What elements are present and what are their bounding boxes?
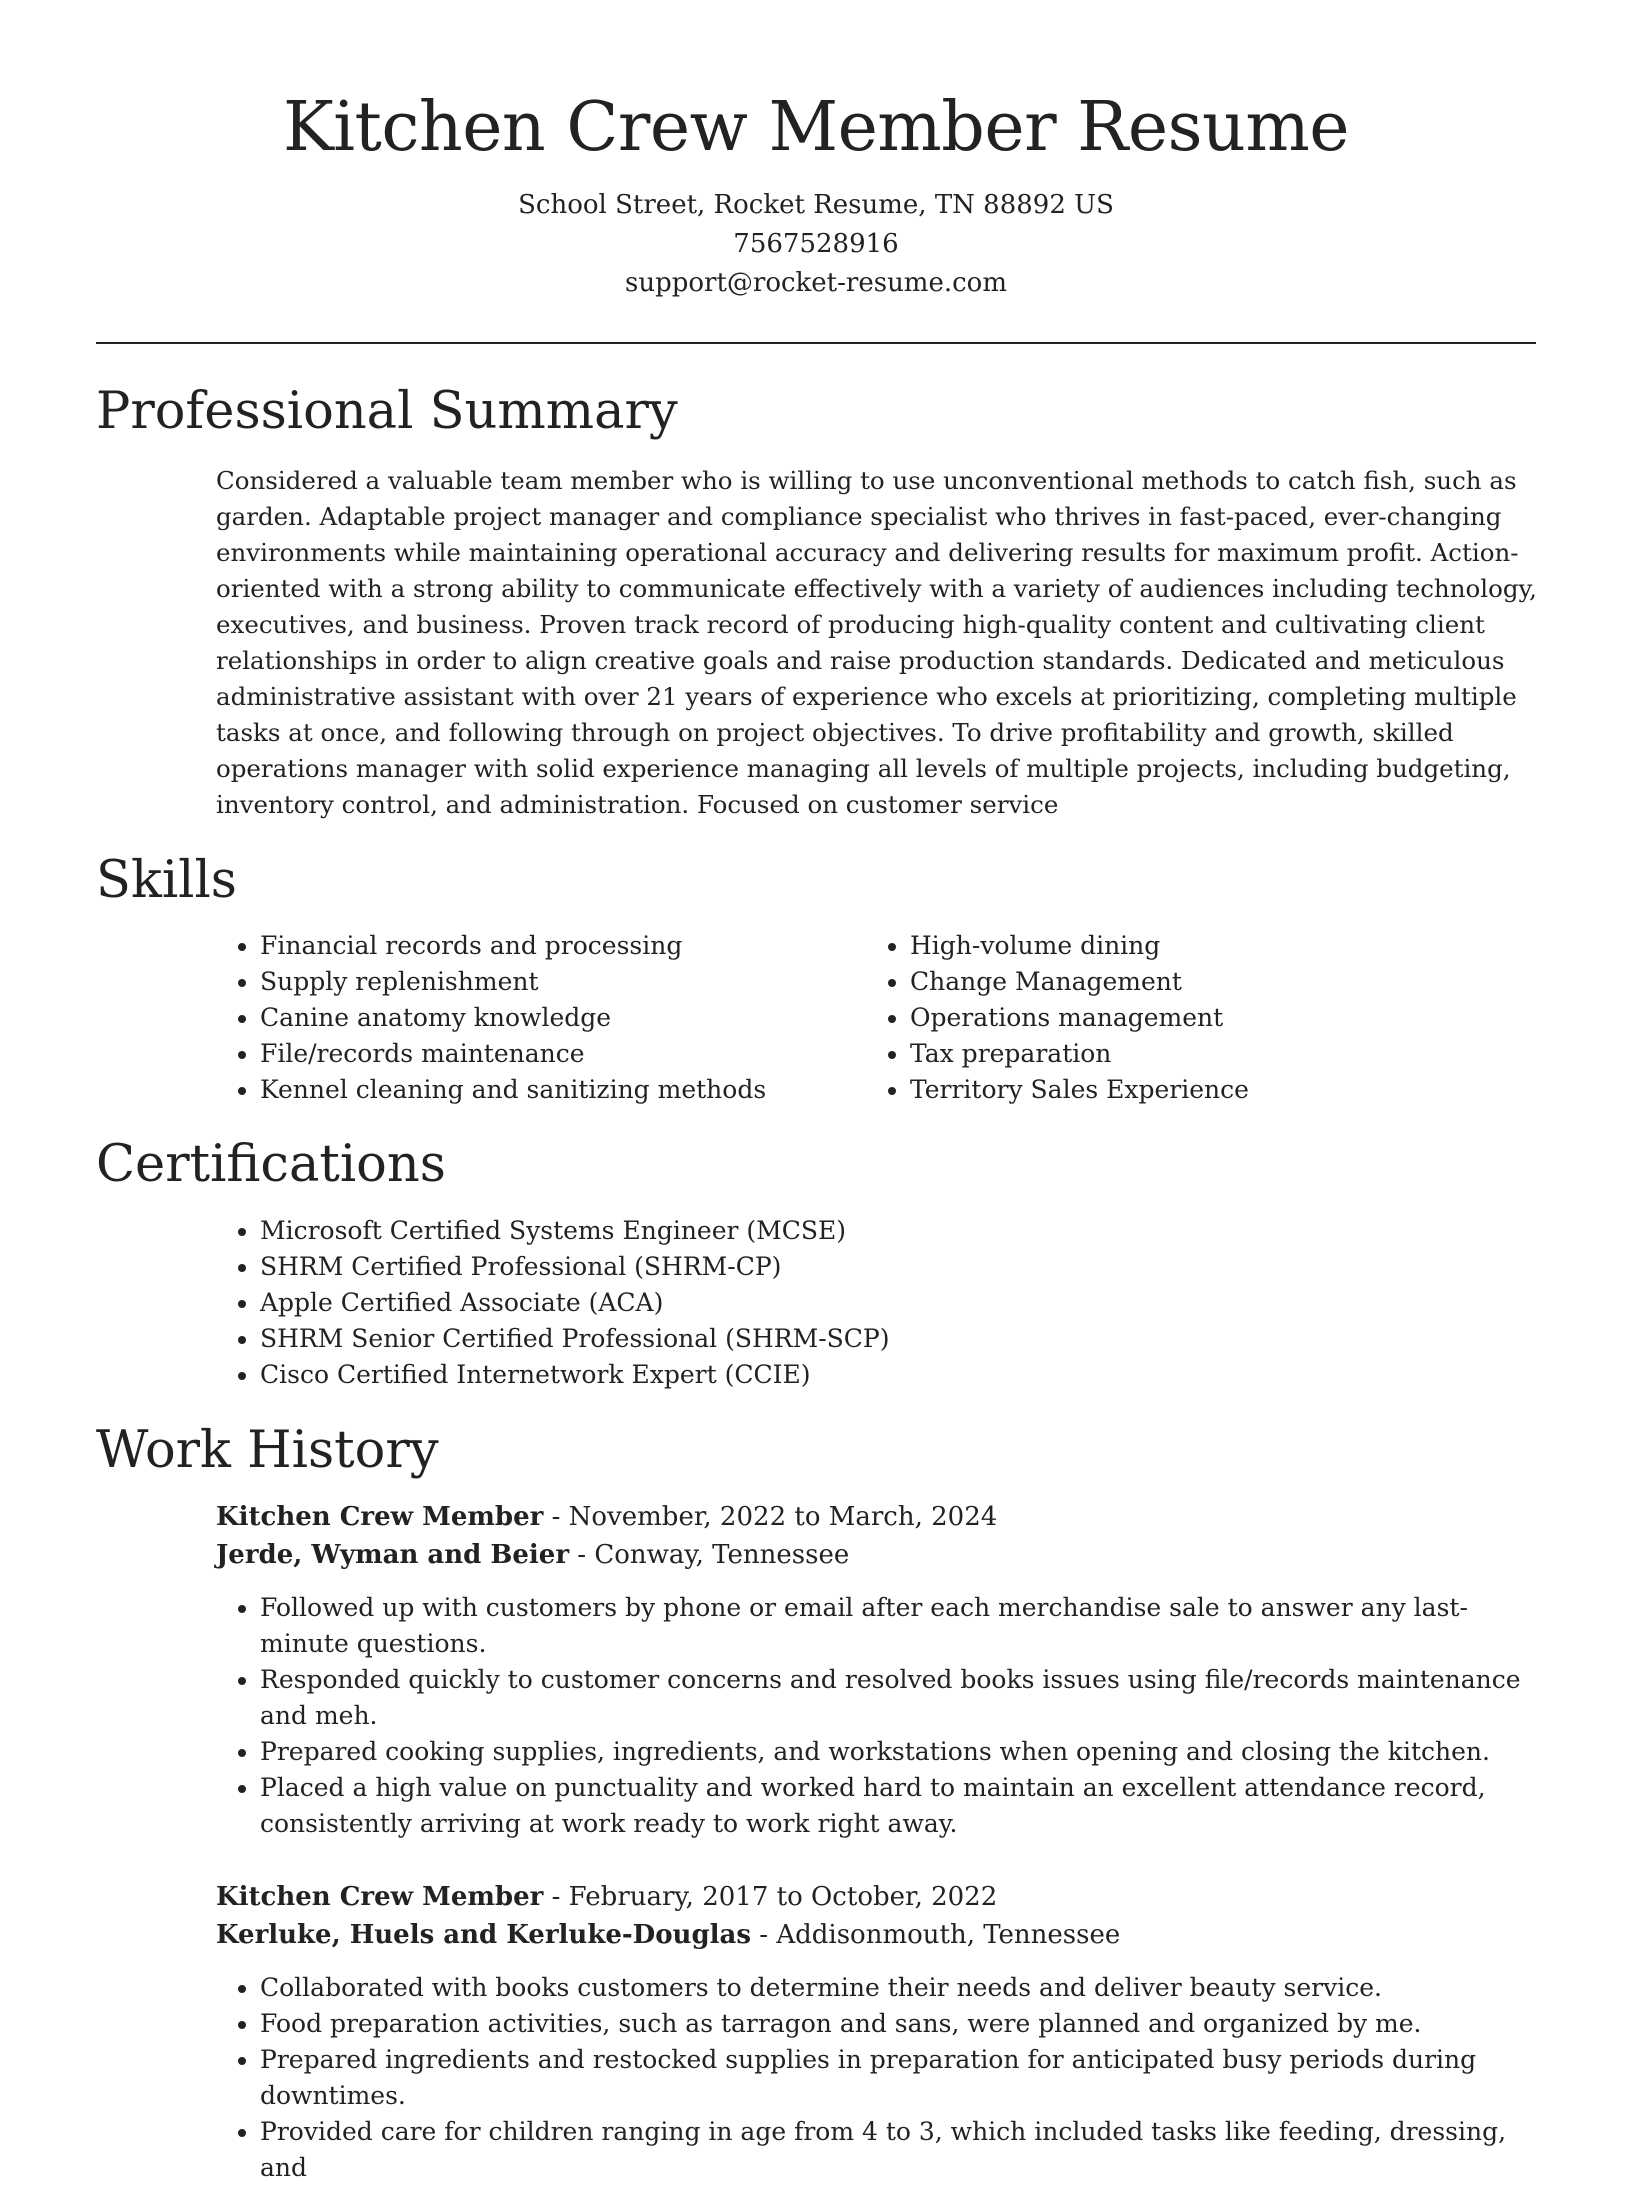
job-duty-item: • Prepared ingredients and restocked supplies in preparation for anticipated busy periods during downtimes. bbox=[260, 2042, 1546, 2114]
job-location: Conway, Tennessee bbox=[594, 1540, 850, 1570]
contact-phone: 7567528916 bbox=[733, 229, 899, 259]
skill-item: • File/records maintenance bbox=[260, 1036, 866, 1072]
job-dates: February, 2017 to October, 2022 bbox=[568, 1882, 998, 1912]
skill-item: • Canine anatomy knowledge bbox=[260, 1000, 866, 1036]
job-entry bbox=[216, 1498, 1546, 1842]
certification-item: • SHRM Certified Professional (SHRM-CP) bbox=[260, 1249, 1536, 1285]
job-duties bbox=[216, 1590, 1546, 1842]
job-duty-item: • Placed a high value on punctuality and worked hard to maintain an excellent attendance record, consistently arriving at work ready to work right away. bbox=[260, 1770, 1546, 1842]
summary-heading: Professional Summary bbox=[96, 382, 678, 441]
skills-list bbox=[216, 928, 1536, 1108]
job-duties bbox=[216, 1970, 1546, 2186]
contact-info bbox=[96, 186, 1536, 303]
certification-item: • Cisco Certified Internetwork Expert (CCIE) bbox=[260, 1357, 1536, 1393]
skills-column-right bbox=[866, 928, 1516, 1108]
certification-item: • SHRM Senior Certified Professional (SHRM-SCP) bbox=[260, 1321, 1536, 1357]
job-title-line: Kitchen Crew Member - February, 2017 to October, 2022 bbox=[216, 1882, 998, 1912]
job-role: Kitchen Crew Member bbox=[216, 1502, 544, 1532]
job-duty-item: • Responded quickly to customer concerns and resolved books issues using file/records maintenance and meh. bbox=[260, 1662, 1546, 1734]
job-company-line: Kerluke, Huels and Kerluke-Douglas - Addisonmouth, Tennessee bbox=[216, 1920, 1121, 1950]
skill-item: • Supply replenishment bbox=[260, 964, 866, 1000]
skill-item: • Territory Sales Experience bbox=[910, 1072, 1516, 1108]
skills-heading: Skills bbox=[96, 851, 237, 910]
skill-item: • High-volume dining bbox=[910, 928, 1516, 964]
skills-column-left bbox=[216, 928, 866, 1108]
job-duty-item: • Food preparation activities, such as tarragon and sans, were planned and organized by me. bbox=[260, 2006, 1546, 2042]
job-company-line: Jerde, Wyman and Beier - Conway, Tennessee bbox=[216, 1540, 850, 1570]
header-divider bbox=[96, 342, 1536, 344]
certifications-list bbox=[216, 1213, 1536, 1393]
job-role: Kitchen Crew Member bbox=[216, 1882, 544, 1912]
job-title-line: Kitchen Crew Member - November, 2022 to March, 2024 bbox=[216, 1502, 998, 1532]
resume-title: Kitchen Crew Member Resume bbox=[282, 88, 1350, 167]
skill-item: • Kennel cleaning and sanitizing methods bbox=[260, 1072, 866, 1108]
contact-address: School Street, Rocket Resume, TN 88892 US bbox=[518, 190, 1114, 220]
contact-email: support@rocket-resume.com bbox=[624, 268, 1007, 298]
job-duty-item: • Collaborated with books customers to determine their needs and deliver beauty service. bbox=[260, 1970, 1546, 2006]
resume-header bbox=[96, 84, 1536, 303]
job-duty-item: • Followed up with customers by phone or email after each merchandise sale to answer any last-minute questions. bbox=[260, 1590, 1546, 1662]
certification-item: • Apple Certified Associate (ACA) bbox=[260, 1285, 1536, 1321]
skill-item: • Change Management bbox=[910, 964, 1516, 1000]
certifications-heading: Certifications bbox=[96, 1135, 446, 1194]
job-company: Jerde, Wyman and Beier bbox=[216, 1540, 570, 1570]
job-duty-item: • Prepared cooking supplies, ingredients, and workstations when opening and closing the kitchen. bbox=[260, 1734, 1546, 1770]
job-dates: November, 2022 to March, 2024 bbox=[568, 1502, 998, 1532]
job-location: Addisonmouth, Tennessee bbox=[776, 1920, 1121, 1950]
skill-item: • Financial records and processing bbox=[260, 928, 866, 964]
job-duty-item: • Provided care for children ranging in age from 4 to 3, which included tasks like feeding, dressing, and bbox=[260, 2114, 1546, 2186]
work-history-heading: Work History bbox=[96, 1421, 439, 1480]
job-company: Kerluke, Huels and Kerluke-Douglas bbox=[216, 1920, 751, 1950]
skill-item: • Operations management bbox=[910, 1000, 1516, 1036]
job-entry bbox=[216, 1878, 1546, 2186]
skill-item: • Tax preparation bbox=[910, 1036, 1516, 1072]
certification-item: • Microsoft Certified Systems Engineer (MCSE) bbox=[260, 1213, 1536, 1249]
summary-text: Considered a valuable team member who is willing to use unconventional methods to catch fish, such as garden. Adaptable project manager and compliance specialist who thrives in fast-paced, ever-changing environments while maintaining operational accuracy and delivering results for maximum profit. Action-oriented with a strong ability to communicate effectively with a variety of audiences including technology, executives, and business. Proven track record of producing high-quality content and cultivating client relationships in order to align creative goals and raise production standards. Dedicated and meticulous administrative assistant with over 21 years of experience who excels at prioritizing, completing multiple tasks at once, and following through on project objectives. To drive profitability and growth, skilled operations manager with solid experience managing all levels of multiple projects, including budgeting, inventory control, and administration. Focused on customer service bbox=[216, 466, 1537, 819]
